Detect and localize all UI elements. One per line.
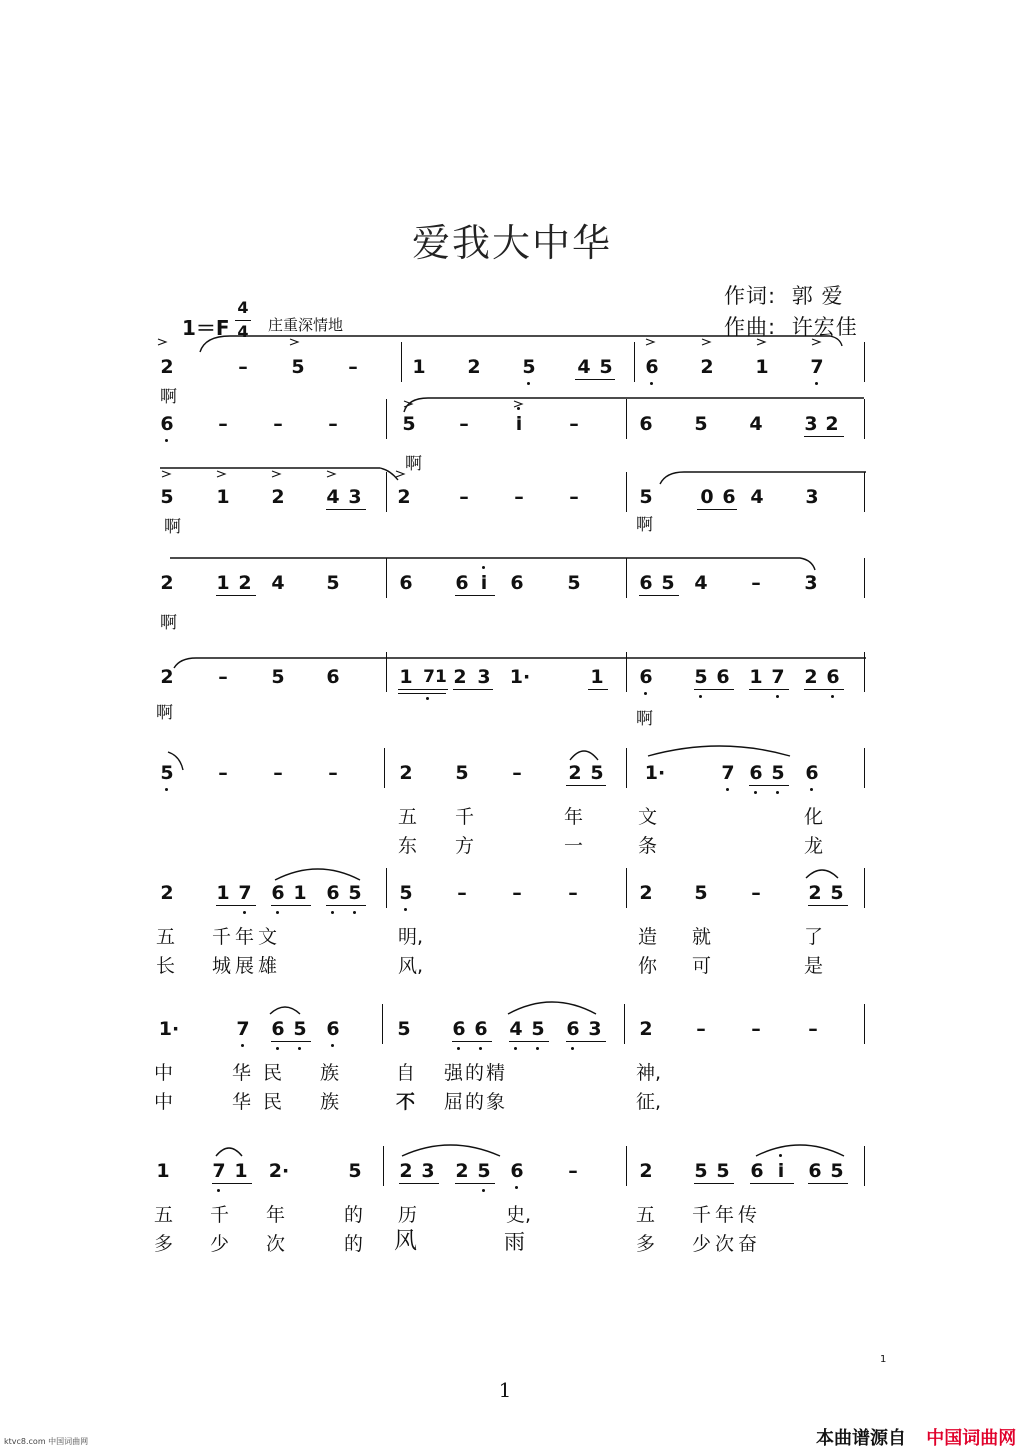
note: 2 xyxy=(160,882,174,904)
note: 3 xyxy=(477,666,491,688)
note: 5 xyxy=(830,1160,844,1182)
note: 6 xyxy=(510,1160,524,1182)
note: 7 xyxy=(212,1160,226,1182)
lyric: 了 xyxy=(804,926,824,948)
note: 5 xyxy=(402,413,416,435)
lyric: 风 xyxy=(394,1228,417,1254)
note: 5 xyxy=(399,882,413,904)
lyric: 雨 xyxy=(504,1230,525,1254)
note: 5 xyxy=(590,762,604,784)
note: 1 xyxy=(590,666,604,688)
note: 6 xyxy=(645,356,659,378)
note: – xyxy=(273,413,283,435)
note: 5 xyxy=(531,1018,545,1040)
note: – xyxy=(218,413,228,435)
lyric: 造 xyxy=(638,926,658,948)
note: 2 xyxy=(399,1160,413,1182)
ah-lyric: 啊 xyxy=(160,387,177,407)
lyric: 族 xyxy=(320,1062,340,1084)
note: 2 xyxy=(453,666,467,688)
accent-mark xyxy=(327,471,335,477)
note: 2 xyxy=(700,356,714,378)
note: 2 xyxy=(399,762,413,784)
note: 5 xyxy=(160,762,174,784)
note: 4 xyxy=(749,413,763,435)
footer-credit-site[interactable]: 中国词曲网 xyxy=(926,1428,1017,1449)
accent-mark xyxy=(217,471,225,477)
note: – xyxy=(512,762,522,784)
note: 6 xyxy=(326,882,340,904)
lyric: 千年文 xyxy=(212,926,282,948)
note: 4 xyxy=(509,1018,523,1040)
note: 6 xyxy=(326,1018,340,1040)
note: – xyxy=(569,413,579,435)
note: 2· xyxy=(268,1160,290,1182)
note: 6 xyxy=(826,666,840,688)
ah-lyric: 啊 xyxy=(164,517,181,537)
note: 1· xyxy=(644,762,666,784)
lyric: 多 xyxy=(154,1233,174,1255)
note: – xyxy=(751,1018,761,1040)
note: – xyxy=(751,572,761,594)
slur xyxy=(402,1145,500,1156)
note: 1· xyxy=(158,1018,180,1040)
lyric: 征, xyxy=(636,1091,662,1113)
note: 6 xyxy=(510,572,524,594)
slur xyxy=(570,751,598,760)
note: – xyxy=(273,762,283,784)
note: 5 xyxy=(567,572,581,594)
accent-mark xyxy=(812,339,820,345)
slur xyxy=(806,870,838,878)
note: 6 xyxy=(749,762,763,784)
note: 7 xyxy=(721,762,735,784)
note: 4 xyxy=(750,486,764,508)
lyric: 多 xyxy=(636,1233,656,1255)
slur xyxy=(660,472,866,484)
lyric: 龙 xyxy=(804,835,824,857)
note: 5 xyxy=(293,1018,307,1040)
lyric: 风, xyxy=(398,955,424,977)
note: 5 xyxy=(716,1160,730,1182)
note: 5 xyxy=(639,486,653,508)
lyric: 五 xyxy=(398,806,418,828)
note: 5 xyxy=(522,356,536,378)
note: 2 xyxy=(467,356,481,378)
page-title: 爱我大中华 xyxy=(411,221,612,265)
accent-mark xyxy=(757,339,765,345)
slur xyxy=(270,1007,300,1014)
lyricist-label: 作词: xyxy=(724,284,777,308)
lyric: 史, xyxy=(506,1204,532,1226)
lyric: 东 xyxy=(398,835,418,857)
note: 0 xyxy=(700,486,714,508)
lyric: 方 xyxy=(455,835,475,857)
note: 2 xyxy=(397,486,411,508)
composer-label: 作曲: xyxy=(724,315,777,339)
note: 2 xyxy=(238,572,252,594)
tempo-marking: 庄重深情地 xyxy=(268,316,344,334)
lyric: 华民 xyxy=(232,1062,295,1084)
lyric: 长 xyxy=(156,955,176,977)
footer-credit-prefix: 本曲谱源自 xyxy=(816,1428,906,1449)
note: 1 xyxy=(156,1160,170,1182)
slur xyxy=(170,558,815,570)
note: 6 xyxy=(639,572,653,594)
note: 3 xyxy=(804,413,818,435)
note: 6 xyxy=(326,666,340,688)
note: 1 xyxy=(412,356,426,378)
slur xyxy=(200,336,842,352)
note: 4 xyxy=(694,572,708,594)
note: 5 xyxy=(397,1018,411,1040)
lyric: 族 xyxy=(320,1091,340,1113)
note: 5 xyxy=(694,1160,708,1182)
note: i xyxy=(515,413,523,435)
accent-mark xyxy=(396,471,404,477)
note: – xyxy=(512,882,522,904)
note: – xyxy=(568,1160,578,1182)
slur xyxy=(275,869,360,880)
lyric: 中 xyxy=(154,1062,174,1084)
lyric: 你 xyxy=(638,955,658,977)
note: – xyxy=(696,1018,706,1040)
note: 3 xyxy=(348,486,362,508)
note: 3 xyxy=(588,1018,602,1040)
lyric: 五 xyxy=(156,926,176,948)
note: 6 xyxy=(750,1160,764,1182)
note: – xyxy=(569,486,579,508)
lyric: 五 xyxy=(636,1204,656,1226)
slur xyxy=(168,752,183,770)
note: 5 xyxy=(455,762,469,784)
ah-lyric: 啊 xyxy=(636,515,653,535)
lyric: 次 xyxy=(266,1233,286,1255)
time-signature-bottom: 4 xyxy=(237,322,249,341)
lyric: 一 xyxy=(564,835,584,857)
lyric: 屈的象 xyxy=(444,1091,508,1113)
note: 6 xyxy=(805,762,819,784)
note: 2 xyxy=(808,882,822,904)
lyric: 的 xyxy=(344,1204,364,1226)
note: 71 xyxy=(423,667,447,687)
ah-lyric: 啊 xyxy=(160,613,177,633)
slur xyxy=(216,1148,242,1156)
note: 6 xyxy=(271,882,285,904)
note: 1 xyxy=(216,486,230,508)
note: 5 xyxy=(291,356,305,378)
lyric: 城展雄 xyxy=(212,955,282,977)
note: 5 xyxy=(830,882,844,904)
note: 7 xyxy=(810,356,824,378)
lyric: 不 xyxy=(396,1091,416,1113)
lyric: 少 xyxy=(210,1233,230,1255)
note: 4 xyxy=(271,572,285,594)
note: 5 xyxy=(694,666,708,688)
accent-mark xyxy=(514,401,522,407)
note: 6 xyxy=(452,1018,466,1040)
time-signature-top: 4 xyxy=(237,298,249,317)
note: – xyxy=(514,486,524,508)
note: 6 xyxy=(455,572,469,594)
note: 6 xyxy=(271,1018,285,1040)
note: 2 xyxy=(455,1160,469,1182)
note: – xyxy=(568,882,578,904)
note: 1 xyxy=(216,882,230,904)
note: 7 xyxy=(236,1018,250,1040)
note: 5 xyxy=(271,666,285,688)
note: 5 xyxy=(599,356,613,378)
note: – xyxy=(751,882,761,904)
ah-lyric: 啊 xyxy=(636,709,653,729)
note: 6 xyxy=(566,1018,580,1040)
note: 7 xyxy=(771,666,785,688)
slur xyxy=(756,1145,844,1156)
note: 5 xyxy=(771,762,785,784)
note: 2 xyxy=(639,882,653,904)
note: 3 xyxy=(804,572,818,594)
note: 2 xyxy=(568,762,582,784)
note: 5 xyxy=(160,486,174,508)
key-signature: 1＝F xyxy=(182,316,230,340)
note: 1· xyxy=(509,666,531,688)
note: – xyxy=(218,666,228,688)
note: – xyxy=(459,413,469,435)
note: 3 xyxy=(805,486,819,508)
note: 7 xyxy=(238,882,252,904)
note: 1 xyxy=(234,1160,248,1182)
ah-lyric: 啊 xyxy=(156,703,173,723)
slur xyxy=(648,746,790,756)
note: – xyxy=(328,762,338,784)
note: 2 xyxy=(160,572,174,594)
lyric: 神, xyxy=(636,1062,662,1084)
ah-lyric: 啊 xyxy=(405,454,422,474)
lyric: 少次奋 xyxy=(692,1233,762,1255)
lyricist-name: 郭 爱 xyxy=(791,284,844,308)
note: 2 xyxy=(160,666,174,688)
note: 1 xyxy=(399,666,413,688)
note: – xyxy=(808,1018,818,1040)
slur xyxy=(508,1002,596,1014)
note: 6 xyxy=(474,1018,488,1040)
note: 5 xyxy=(694,882,708,904)
note: 6 xyxy=(399,572,413,594)
lyric: 明, xyxy=(398,926,424,948)
small-page-marker: 1 xyxy=(880,1354,887,1365)
accent-mark xyxy=(162,471,170,477)
note: 5 xyxy=(477,1160,491,1182)
note: 5 xyxy=(694,413,708,435)
lyric: 千 xyxy=(455,806,475,828)
slur xyxy=(174,658,866,668)
note: 6 xyxy=(639,666,653,688)
lyric: 是 xyxy=(804,955,824,977)
accent-mark xyxy=(272,471,280,477)
lyric: 可 xyxy=(692,955,712,977)
lyric: 就 xyxy=(692,926,712,948)
footer-source-link[interactable]: ktvc8.com 中国词曲网 xyxy=(4,1437,89,1446)
note: 4 xyxy=(577,356,591,378)
lyric: 千 xyxy=(210,1204,230,1226)
lyric: 千年传 xyxy=(692,1204,762,1226)
note: 6 xyxy=(639,413,653,435)
note: 1 xyxy=(293,882,307,904)
note: 2 xyxy=(271,486,285,508)
note: 5 xyxy=(661,572,675,594)
note: 6 xyxy=(716,666,730,688)
note: 1 xyxy=(749,666,763,688)
lyric: 年 xyxy=(266,1204,286,1226)
note: 2 xyxy=(639,1160,653,1182)
accent-mark xyxy=(290,339,298,345)
lyric: 强的精 xyxy=(444,1062,508,1084)
lyric: 五 xyxy=(154,1204,174,1226)
composer-name: 许宏佳 xyxy=(791,315,858,339)
lyric: 的 xyxy=(344,1233,364,1255)
accent-mark xyxy=(646,339,654,345)
note: 1 xyxy=(755,356,769,378)
note: 6 xyxy=(722,486,736,508)
note: 2 xyxy=(639,1018,653,1040)
note: 2 xyxy=(160,356,174,378)
note: 1 xyxy=(216,572,230,594)
lyric: 化 xyxy=(804,806,824,828)
note: – xyxy=(348,356,358,378)
lyric: 条 xyxy=(638,835,658,857)
note: 5 xyxy=(348,1160,362,1182)
lyric: 中 xyxy=(154,1091,174,1113)
note: i xyxy=(777,1160,785,1182)
accent-mark xyxy=(158,339,166,345)
lyric: 历 xyxy=(398,1204,418,1226)
note: – xyxy=(328,413,338,435)
note: 6 xyxy=(808,1160,822,1182)
note: – xyxy=(238,356,248,378)
note: 4 xyxy=(326,486,340,508)
note: 2 xyxy=(804,666,818,688)
note: 6 xyxy=(160,413,174,435)
lyric: 自 xyxy=(396,1062,416,1084)
footer-source-credit xyxy=(816,1424,1016,1450)
lyric: 年 xyxy=(564,806,584,828)
note: – xyxy=(459,486,469,508)
note: – xyxy=(218,762,228,784)
slur xyxy=(404,398,864,412)
note: i xyxy=(480,572,488,594)
note: – xyxy=(457,882,467,904)
note: 3 xyxy=(421,1160,435,1182)
lyric: 华民 xyxy=(232,1091,295,1113)
page-number: 1 xyxy=(498,1378,512,1402)
note: 2 xyxy=(825,413,839,435)
note: 5 xyxy=(326,572,340,594)
note: 5 xyxy=(348,882,362,904)
lyric: 文 xyxy=(638,806,658,828)
accent-mark xyxy=(702,339,710,345)
